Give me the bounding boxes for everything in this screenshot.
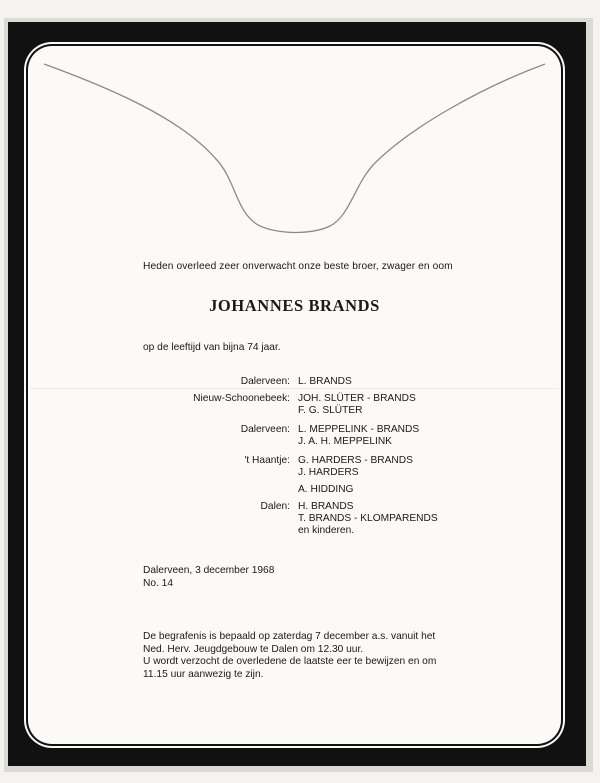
funeral-notice	[143, 631, 436, 681]
relative-name: L. MEPPELINK - BRANDS	[298, 424, 420, 435]
relative-names	[298, 393, 416, 417]
relative-name: J. HARDERS	[298, 467, 359, 479]
relative-name: J. A. H. MEPPELINK	[298, 436, 392, 448]
relative-names	[298, 501, 438, 538]
envelope-flap-outline	[30, 48, 559, 248]
fold-line	[30, 388, 559, 389]
announcement-intro: Heden overleed zeer onverwacht onze beste broer, zwager en oom	[143, 261, 453, 272]
date-place: Dalerveen, 3 december 1968	[143, 565, 275, 576]
notice-line: De begrafenis is bepaald op zaterdag 7 december a.s. vanuit het	[143, 631, 436, 642]
relative-name: en kinderen.	[298, 525, 355, 537]
notice-line: 11.15 uur aanwezig te zijn.	[143, 668, 264, 680]
age-line: op de leeftijd van bijna 74 jaar.	[143, 342, 281, 353]
relative-place: Dalen:	[260, 501, 290, 512]
deceased-name: JOHANNES BRANDS	[209, 296, 380, 315]
relative-name: A. HIDDING	[298, 484, 354, 495]
relative-name: JOH. SLÜTER - BRANDS	[298, 393, 416, 404]
relative-name: T. BRANDS - KLOMPARENDS	[298, 513, 438, 525]
relative-place: Dalerveen:	[240, 424, 290, 435]
relative-names	[298, 455, 413, 479]
relative-place: Nieuw-Schoonebeek:	[193, 393, 290, 404]
relative-place: 't Haantje:	[244, 455, 290, 466]
notice-line: Ned. Herv. Jeugdgebouw te Dalen om 12.30 uur.	[143, 643, 364, 655]
relative-names	[298, 424, 419, 448]
relative-name: L. BRANDS	[298, 376, 352, 387]
relative-name: H. BRANDS	[298, 501, 354, 512]
relative-place: Dalerveen:	[240, 376, 290, 387]
card-paper	[30, 48, 559, 742]
relative-names	[298, 376, 352, 388]
relative-name: G. HARDERS - BRANDS	[298, 455, 413, 466]
house-number: No. 14	[143, 578, 174, 589]
notice-line: U wordt verzocht de overledene de laatste eer te bewijzen en om	[143, 656, 437, 667]
relative-name: F. G. SLÜTER	[298, 405, 363, 417]
relative-names	[298, 484, 353, 496]
date-and-address	[143, 564, 274, 590]
